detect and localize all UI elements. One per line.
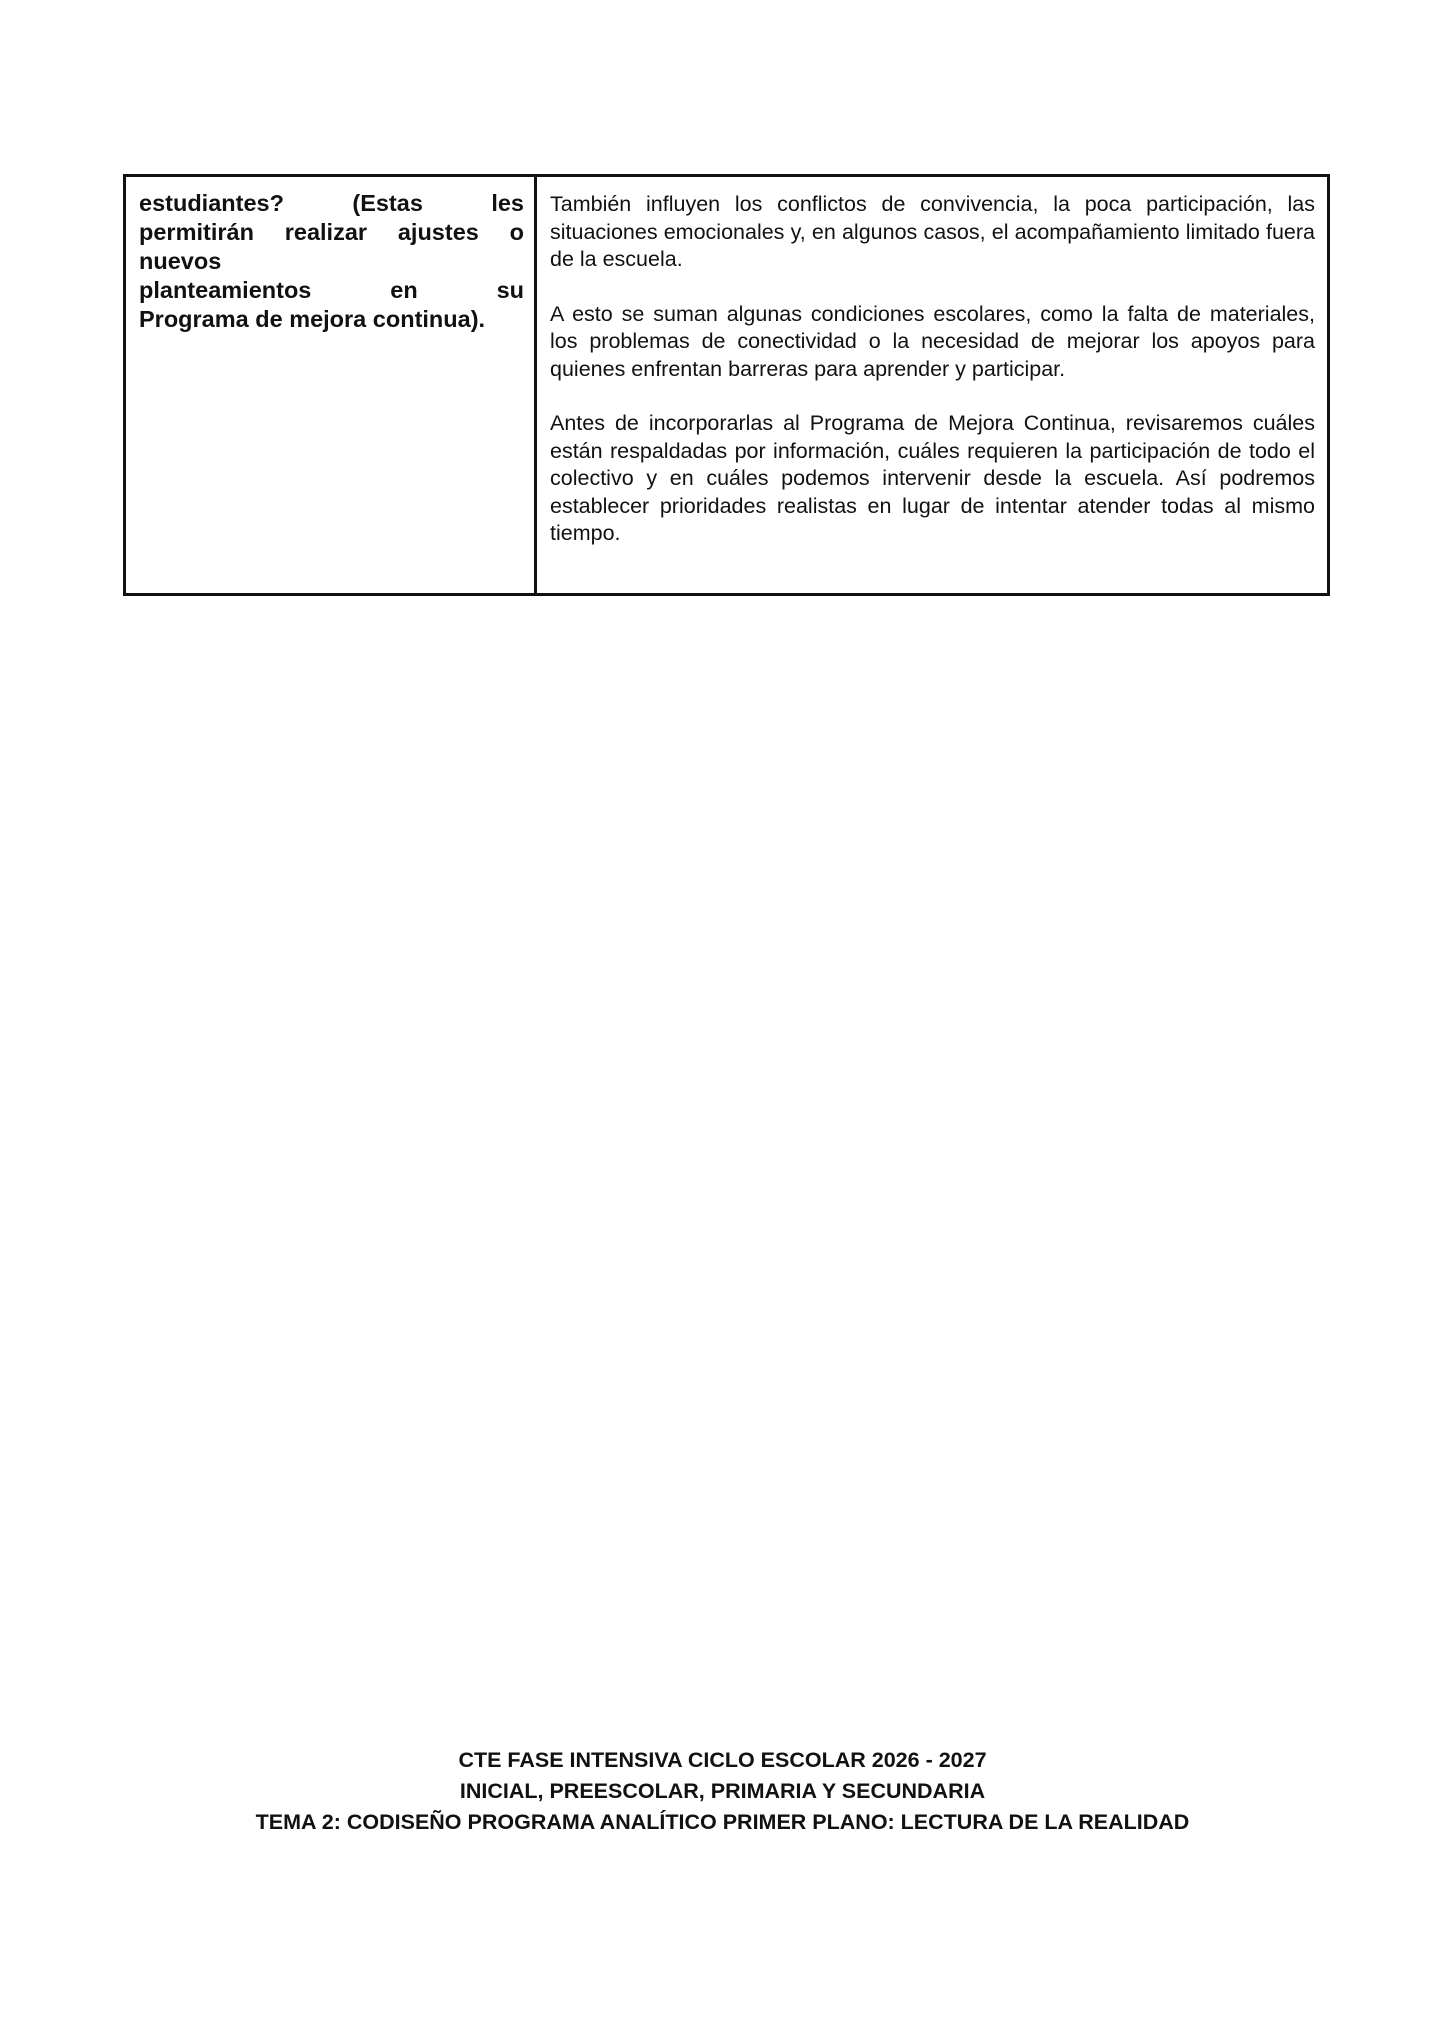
question-line: estudiantes? (Estas les — [139, 190, 524, 216]
question-text — [139, 189, 524, 334]
answer-paragraph: También influyen los conflictos de convivencia, la poca participación, las situaciones emocionales y, en algunos casos, el acompañamiento limitado fuera de la escuela. — [550, 192, 1315, 271]
page-footer — [0, 1745, 1445, 1838]
question-cell — [126, 177, 537, 593]
question-line: nuevos — [139, 248, 222, 274]
question-line: planteamientos en su — [139, 277, 524, 303]
question-line: permitirán realizar ajustes o — [139, 219, 524, 245]
footer-line-3: TEMA 2: CODISEÑO PROGRAMA ANALÍTICO PRIMER PLANO: LECTURA DE LA REALIDAD — [255, 1810, 1190, 1834]
answer-paragraph: Antes de incorporarlas al Programa de Mejora Continua, revisaremos cuáles están respaldadas por información, cuáles requieren la participación de todo el colectivo y en cuáles podemos intervenir desde la escuela. Así podremos establecer prioridades realistas en lugar de intentar atender todas al mismo tiempo. — [550, 411, 1315, 545]
answer-paragraph: A esto se suman algunas condiciones escolares, como la falta de materiales, los problemas de conectividad o la necesidad de mejorar los apoyos para quienes enfrentan barreras para aprender y participar. — [550, 301, 1315, 381]
footer-line-1: CTE FASE INTENSIVA CICLO ESCOLAR 2026 - 2027 — [458, 1748, 987, 1772]
question-line: Programa de mejora continua). — [139, 306, 486, 332]
footer-line-2: INICIAL, PREESCOLAR, PRIMARIA Y SECUNDARIA — [459, 1779, 986, 1803]
answer-cell — [537, 177, 1327, 593]
content-table — [123, 174, 1330, 596]
